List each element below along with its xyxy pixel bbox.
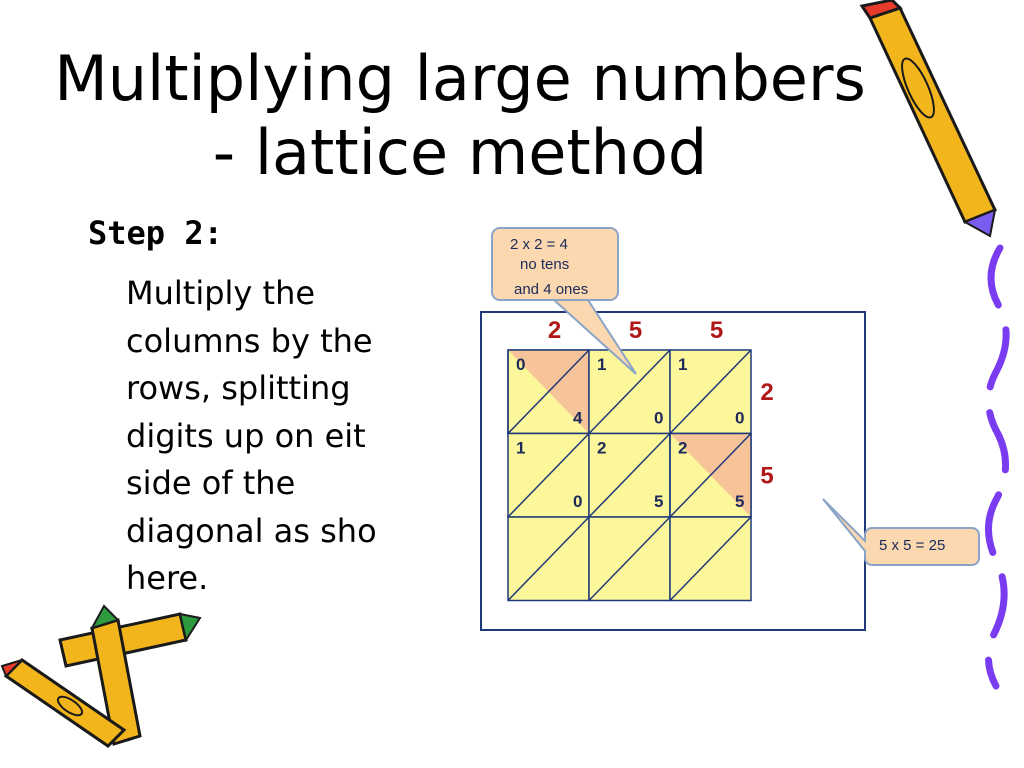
right-callout-label: 5 x 5 = 25 bbox=[879, 537, 946, 554]
column-digit: 2 bbox=[547, 317, 562, 344]
right-callout-bubble bbox=[823, 499, 979, 565]
pencil-icon bbox=[862, 0, 995, 236]
row-digit: 2 bbox=[760, 379, 774, 406]
row-digit: 5 bbox=[760, 462, 774, 490]
lattice-ones-digit: 5 bbox=[654, 492, 664, 511]
pencil-bundle-icon bbox=[2, 606, 200, 746]
lattice-tens-digit: 1 bbox=[516, 438, 526, 458]
top-callout-line-1: 2 x 2 = 4 bbox=[510, 236, 568, 253]
lattice-tens-digit: 2 bbox=[597, 438, 607, 458]
column-digit: 5 bbox=[709, 317, 724, 344]
body-line: Multiply the bbox=[126, 274, 316, 312]
top-callout-line-3: and 4 ones bbox=[514, 281, 589, 298]
purple-crayon-line-icon bbox=[988, 248, 1006, 686]
lattice-ones-digit: 4 bbox=[573, 408, 583, 428]
title-line-1: Multiplying large numbers bbox=[54, 42, 866, 115]
lattice-cells bbox=[508, 350, 751, 601]
body-line: side of the bbox=[126, 464, 296, 502]
body-line: rows, splitting bbox=[126, 369, 351, 407]
lattice-ones-digit: 0 bbox=[654, 408, 664, 428]
right-callout bbox=[823, 499, 979, 565]
body-line: digits up on eit bbox=[126, 416, 366, 455]
lattice-ones-digit: 0 bbox=[573, 492, 583, 511]
lattice-tens-digit: 0 bbox=[516, 355, 526, 374]
title-line-2: - lattice method bbox=[212, 116, 708, 189]
lattice-ones-digit: 5 bbox=[735, 492, 745, 511]
body-line: diagonal as sho bbox=[126, 511, 377, 550]
column-digit: 5 bbox=[628, 317, 643, 344]
body-line: here. bbox=[126, 559, 209, 597]
lattice-tens-digit: 1 bbox=[678, 355, 688, 374]
lattice-ones-digit: 0 bbox=[735, 408, 745, 428]
lattice-tens-digit: 1 bbox=[597, 355, 607, 374]
step-label: Step 2: bbox=[88, 214, 223, 252]
top-callout-line-2: no tens bbox=[520, 256, 570, 273]
body-line: columns by the bbox=[126, 321, 373, 360]
lattice-tens-digit: 2 bbox=[678, 438, 688, 458]
